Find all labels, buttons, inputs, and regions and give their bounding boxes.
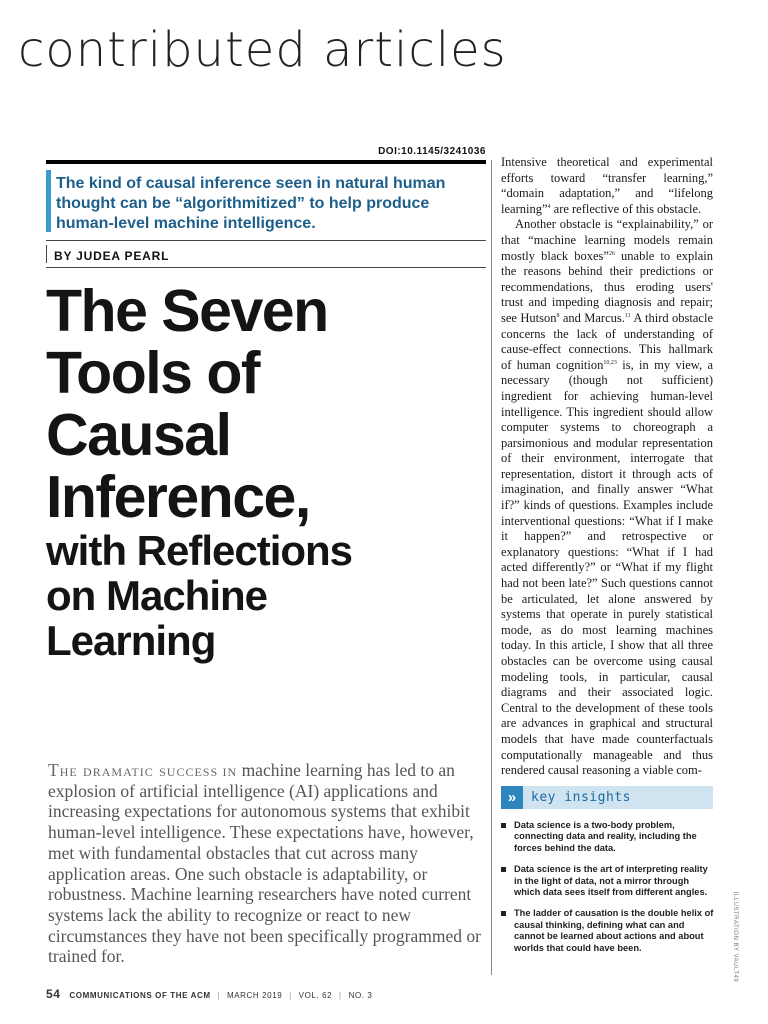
byline-divider	[46, 245, 47, 263]
list-item	[501, 908, 716, 954]
square-bullet-icon	[501, 867, 506, 872]
key-insights-label: key insights	[531, 790, 631, 805]
reference-marker[interactable]: 26	[608, 250, 615, 257]
lead-smallcaps: The dramatic success	[48, 760, 219, 780]
footer-separator: |	[217, 991, 221, 1000]
title-line-1: The Seven	[46, 278, 328, 344]
page-footer	[46, 987, 646, 1001]
subtitle-line-3: Learning	[46, 617, 216, 664]
section-header: contributed articles	[18, 22, 507, 78]
teaser-accent-bar	[46, 170, 51, 232]
body-text: Another obstacle is “explainability,” or that “machine learning models remain mostly black boxes”	[501, 217, 713, 263]
teaser-block	[46, 160, 486, 234]
list-item	[501, 864, 716, 898]
list-item	[501, 820, 716, 854]
article-title	[46, 280, 486, 528]
reference-marker[interactable]: 8	[556, 312, 560, 319]
square-bullet-icon	[501, 823, 506, 828]
article-subtitle	[46, 528, 486, 663]
body-column	[501, 155, 713, 779]
doi-label[interactable]: DOI:10.1145/3241036	[378, 146, 486, 157]
lead-paragraph	[48, 760, 488, 967]
insight-text: Data science is the art of interpreting reality in the light of data, not a mirror through which data sees itself from different angles.	[514, 864, 708, 898]
footer-separator: |	[289, 991, 292, 1000]
page-number: 54	[46, 987, 61, 1001]
teaser-text: The kind of causal inference seen in natural human thought can be “algorithmitized” to help produce human-level machine intelligence.	[56, 175, 446, 232]
lead-text: machine learning has led to an explosion of artificial intelligence (AI) applications and increasing expectations for autonomous systems that exhibit human-level intelligence. These expectations have, however, met with fundamental obstacles that cut across many application areas. One such obstacle is adaptability, or robustness. Machine learning researchers have noted current systems lack the ability to recognize or react to new circumstances they have not been specifically programmed or trained for.	[48, 760, 481, 967]
author-name: BY JUDEA PEARL	[54, 249, 170, 263]
issue-volume: VOL. 62	[298, 991, 333, 1000]
magazine-name: COMMUNICATIONS OF THE ACM	[69, 991, 211, 1000]
lead-first-word: in	[222, 760, 238, 780]
body-text: is, in my view, a necessary (though not sufficient) ingredient for achieving human-level intelligence. This ingredient should allow computer systems to choreograph a parsimonious and modular representation of their environment, interrogate that representation, distort it through acts of imagination, and finally answer “What if?” kinds of questions. Examples include interventional questions: “What if I make it happen?” and retrospective or explanatory questions: “What if I had acted differently?” or “What if my flight had not been late?” Such questions cannot be articulated, let alone answered by systems that operate in purely statistical mode, as do most learning machines today. In this article, I show that all three obstacles can be overcome using causal modeling tools, in particular, causal diagrams and their associated logic. Central to the development of these tools are advances in graphical and structural models that have made counterfactuals computationally manageable and thus rendered causal reasoning a viable com-	[501, 357, 713, 778]
reference-marker[interactable]: 4	[547, 203, 551, 210]
double-chevron-icon: »	[501, 786, 523, 809]
key-insights-list	[501, 820, 716, 964]
insight-text: Data science is a two-body problem, connecting data and reality, including the forces behind the data.	[514, 820, 697, 853]
issue-number: NO. 3	[348, 991, 373, 1000]
subtitle-line-2: on Machine	[46, 572, 268, 619]
illustration-credit	[723, 891, 739, 983]
credit-text: ILLUSTRATION BY VAULT49	[732, 891, 739, 983]
key-insights-header	[501, 786, 713, 809]
issue-date: MARCH 2019	[226, 991, 283, 1000]
title-line-2: Tools of	[46, 340, 260, 406]
title-line-3: Causal	[46, 402, 231, 468]
insight-text: The ladder of causation is the double helix of causal thinking, defining what can and cannot be learned about actions and about worlds that could have been.	[514, 908, 714, 953]
body-paragraph-1	[501, 155, 713, 217]
byline	[46, 240, 486, 268]
body-text: Intensive theoretical and experimental efforts toward “transfer learning,” “domain adaptation,” and “lifelong learning”	[501, 155, 713, 216]
body-text: unable to explain the reasons behind their predictions or recommendations, thus eroding users' trust and impeding diagnosis and repair; see Hutson	[501, 248, 713, 325]
reference-marker[interactable]: 11	[624, 312, 631, 319]
column-divider	[491, 160, 492, 975]
title-line-4: Inference,	[46, 464, 310, 530]
body-text: A third obstacle concerns the lack of understanding of cause-effect connections. This hallmark of human cognition	[501, 310, 713, 372]
subtitle-line-1: with Reflections	[46, 527, 353, 574]
body-text: and Marcus.	[559, 310, 625, 325]
footer-separator: |	[339, 991, 342, 1000]
square-bullet-icon	[501, 911, 506, 916]
body-text: are reflective of this obstacle.	[550, 201, 702, 216]
body-paragraph-2	[501, 217, 713, 778]
reference-marker[interactable]: 10,23	[603, 359, 617, 366]
